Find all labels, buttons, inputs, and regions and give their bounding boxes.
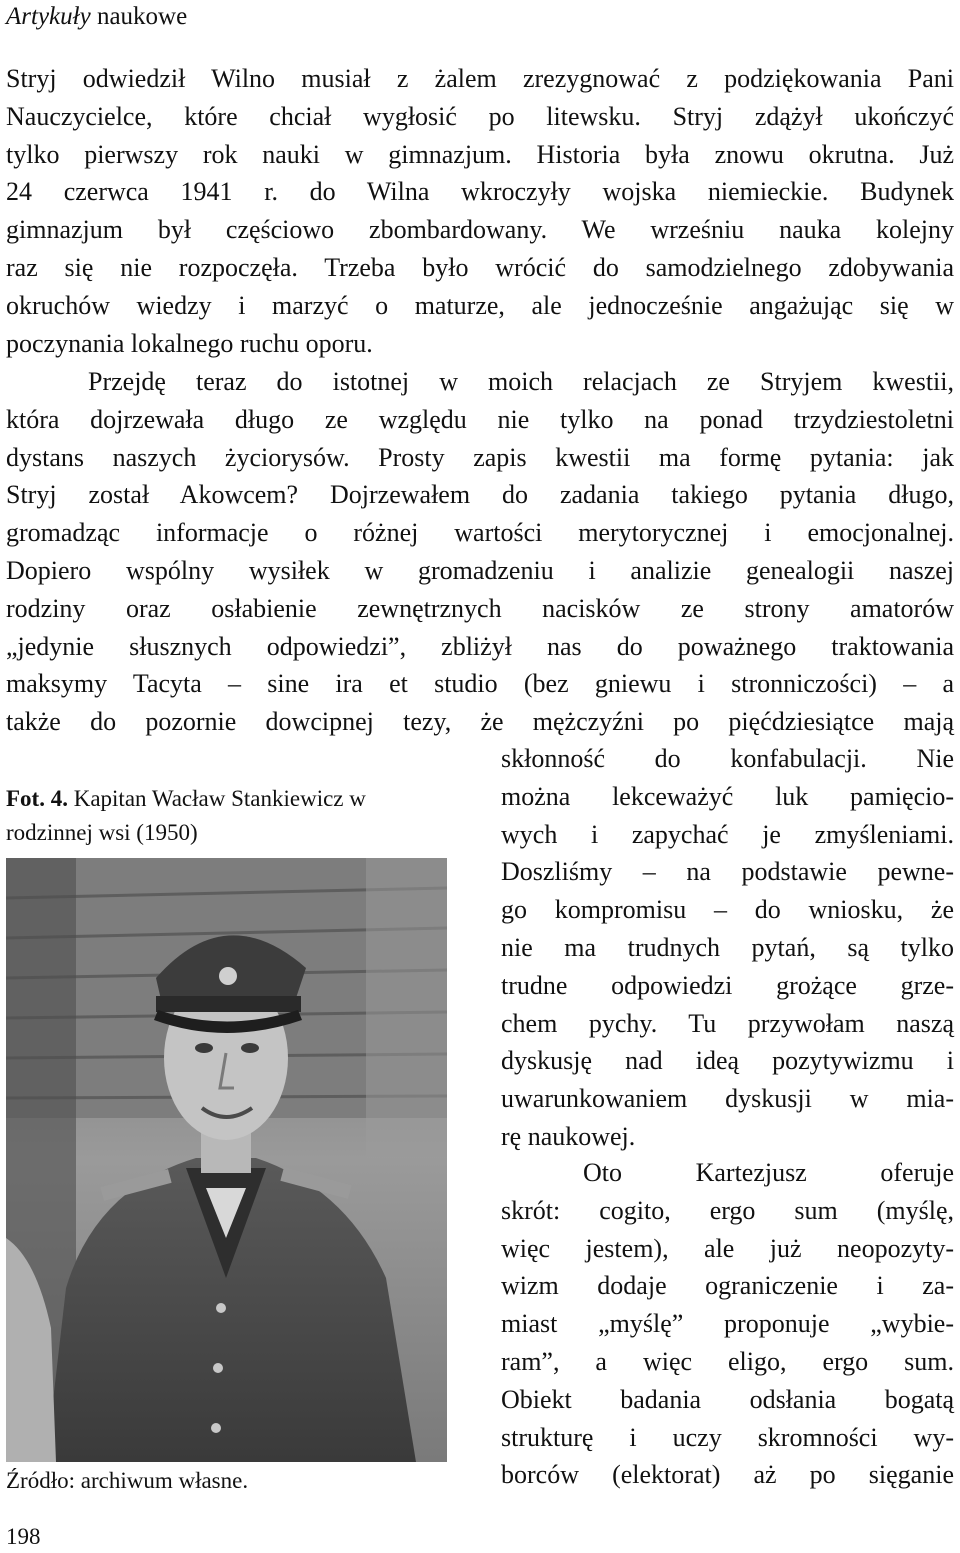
- running-head-italic: Artykuły: [6, 3, 91, 30]
- figure-caption: [6, 782, 446, 850]
- running-head: [6, 2, 187, 32]
- text-line: dystans naszych życiorysów. Prosty zapis kwestii ma formę pytania: jak: [6, 442, 954, 472]
- portrait-photo-illustration: [6, 858, 447, 1462]
- text-line: borców (elektorat) aż po sięganie: [501, 1460, 954, 1490]
- running-head-rest: naukowe: [90, 3, 188, 30]
- text-line: Oto Kartezjusz oferuje: [583, 1158, 954, 1187]
- text-line: ram”, a więc eligo, ergo sum.: [501, 1346, 954, 1376]
- text-line: Doszliśmy – na podstawie pewne-: [501, 857, 954, 887]
- text-line: Dopiero wspólny wysiłek w gromadzeniu i analizie genealogii naszej: [6, 555, 954, 585]
- text-line: dyskusję nad ideą pozytywizmu i: [501, 1046, 954, 1076]
- text-line: rodziny oraz osłabienie zewnętrznych nacisków ze strony amatorów: [6, 593, 954, 623]
- text-line: gimnazjum był częściowo zbombardowany. We wrześniu nauka kolejny: [6, 215, 954, 245]
- text-line: Przejdę teraz do istotnej w moich relacjach ze Stryjem kwestii,: [88, 367, 954, 396]
- portrait-photo: [6, 858, 447, 1462]
- text-line: trudne odpowiedzi grożące grze-: [501, 970, 954, 1000]
- text-line: tylko pierwszy rok nauki w gimnazjum. Historia była znowu okrutna. Już: [6, 139, 954, 169]
- text-line: Nauczycielce, które chciał wygłosić po litewsku. Stryj zdążył ukończyć: [6, 101, 954, 131]
- text-line: Stryj został Akowcem? Dojrzewałem do zadania takiego pytania długo,: [6, 480, 954, 510]
- text-line: raz się nie rozpoczęła. Trzeba było wrócić do samodzielnego zdobywania: [6, 252, 954, 282]
- text-line: rę naukowej.: [501, 1121, 636, 1151]
- text-line: okruchów wiedzy i marzyć o maturze, ale jednocześnie angażując się w: [6, 290, 954, 320]
- text-line: strukturę i uczy skromności wy-: [501, 1422, 954, 1452]
- figure-source: Źródło: archiwum własne.: [6, 1468, 249, 1493]
- text-line: wych i zapychać je zmyśleniami.: [501, 819, 954, 849]
- text-line: „jedynie słusznych odpowiedzi”, zbliżył nas do poważnego traktowania: [6, 631, 954, 661]
- text-line: skłonność do konfabulacji. Nie: [501, 744, 954, 773]
- text-line: Obiekt badania odsłania bogatą: [501, 1384, 954, 1414]
- figure-caption-text: Kapitan Wacław Stankiewicz w rodzinnej wsi (1950): [6, 786, 366, 845]
- text-line: wizm dodaje ograniczenie i za-: [501, 1271, 954, 1301]
- text-line: uwarunkowaniem dyskusji w mia-: [501, 1084, 954, 1114]
- text-line: chem pychy. Tu przywołam naszą: [501, 1008, 954, 1038]
- text-line: także do pozornie dowcipnej tezy, że mężczyźni po pięćdziesiątce mają: [6, 707, 954, 737]
- text-line: która dojrzewała długo ze względu nie tylko na ponad trzydziestoletni: [6, 404, 954, 434]
- text-line: go kompromisu – do wniosku, że: [501, 895, 954, 925]
- text-line: Stryj odwiedził Wilno musiał z żalem zrezygnować z podziękowania Pani: [6, 64, 954, 93]
- text-line: miast „myślę” proponuje „wybie-: [501, 1309, 954, 1339]
- text-line: skrót: cogito, ergo sum (myślę,: [501, 1195, 954, 1225]
- right-column-part-1: [501, 740, 954, 1156]
- text-line: maksymy Tacyta – sine ira et studio (bez gniewu i stronniczości) – a: [6, 669, 954, 699]
- text-line: można lekceważyć luk pamięcio-: [501, 781, 954, 811]
- text-line: 24 czerwca 1941 r. do Wilna wkroczyły wojska niemieckie. Budynek: [6, 177, 954, 207]
- text-line: poczynania lokalnego ruchu oporu.: [6, 328, 373, 358]
- right-column-part-2: [501, 1154, 954, 1494]
- text-line: gromadząc informacje o różnej wartości merytorycznej i emocjonalnej.: [6, 518, 954, 548]
- text-line: nie ma trudnych pytań, są tylko: [501, 932, 954, 962]
- paragraph-1: [6, 60, 954, 362]
- page-number: 198: [6, 1524, 41, 1549]
- text-line: więc jestem), ale już neopozyty-: [501, 1233, 954, 1263]
- figure-label: Fot. 4.: [6, 786, 68, 811]
- paragraph-2: [6, 363, 954, 741]
